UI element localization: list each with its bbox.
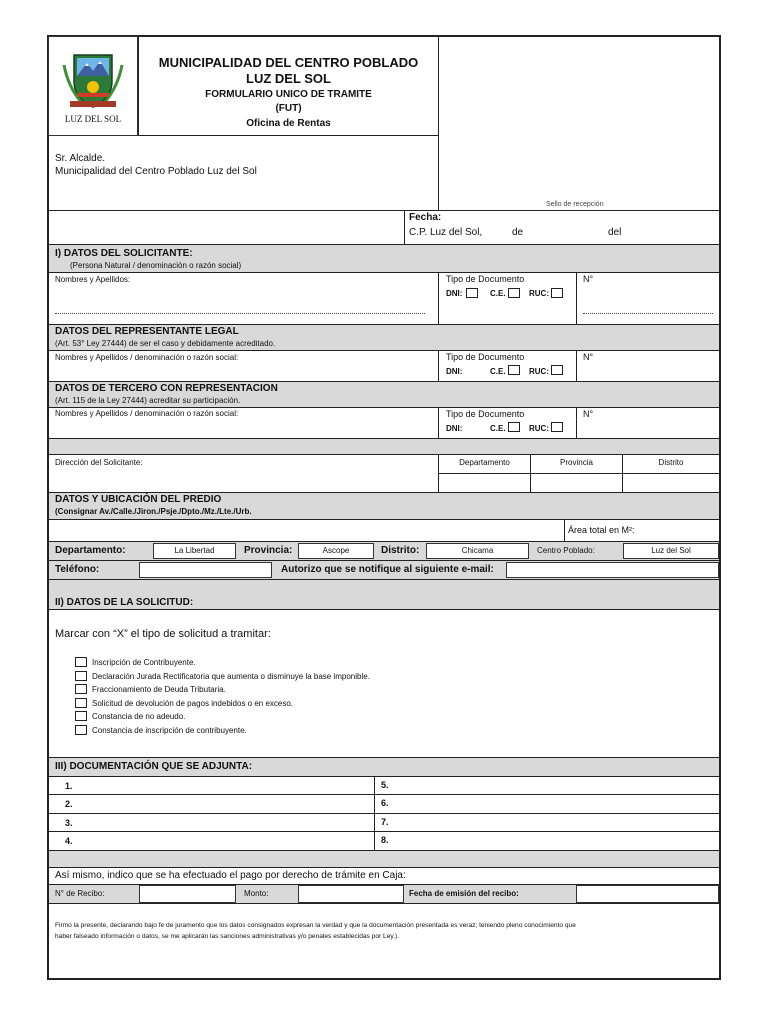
third-party-ce-label: C.E. xyxy=(490,424,506,433)
applicant-doc-type-label: Tipo de Documento xyxy=(446,274,525,284)
doc-item-6[interactable]: 6. xyxy=(381,798,389,808)
property-subtitle: (Consignar Av./Calle./Jiron./Psje./Dpto./Mz./Lte./Urb. xyxy=(55,507,252,516)
spacer-band-1 xyxy=(49,439,719,454)
amount-field[interactable] xyxy=(298,885,404,903)
option-label-6: Constancia de inscripción de contribuyente. xyxy=(92,726,247,735)
date-label: Fecha: xyxy=(409,212,442,223)
legal-rep-subtitle: (Art. 53° Ley 27444) de ser el caso y debidamente acreditado. xyxy=(55,339,276,348)
section3-title: III) DOCUMENTACIÓN QUE SE ADJUNTA: xyxy=(55,761,253,772)
section2-title: II) DATOS DE LA SOLICITUD: xyxy=(55,597,194,608)
third-party-title: DATOS DE TERCERO CON REPRESENTACION xyxy=(55,383,278,394)
third-party-doc-type-label: Tipo de Documento xyxy=(446,409,525,419)
third-party-number-label: N° xyxy=(583,409,594,419)
address-department-field[interactable] xyxy=(439,474,530,492)
prop-dept-value[interactable]: La Libertad xyxy=(174,546,215,555)
address-label: Dirección del Solicitante: xyxy=(55,458,143,467)
applicant-number-field[interactable] xyxy=(583,313,713,314)
option-checkbox-4[interactable] xyxy=(75,698,87,708)
receipt-date-label: Fecha de emisión del recibo: xyxy=(409,889,519,898)
property-title: DATOS Y UBICACIÓN DEL PREDIO xyxy=(55,494,222,505)
option-label-3: Fraccionamiento de Deuda Tributaria. xyxy=(92,685,226,694)
third-party-dni-label: DNI: xyxy=(446,424,463,433)
legal-rep-ruc-label: RUC: xyxy=(529,367,549,376)
applicant-ce-checkbox[interactable] xyxy=(508,288,520,298)
municipality-logo xyxy=(60,45,126,111)
doc-item-3[interactable]: 3. xyxy=(65,818,73,828)
doc-item-5[interactable]: 5. xyxy=(381,780,389,790)
area-label: Área total en M²: xyxy=(568,525,635,535)
receipt-number-label: N° de Recibo: xyxy=(55,889,105,898)
addressee-line1: Sr. Alcalde. xyxy=(55,153,106,164)
prop-prov-label: Provincia: xyxy=(244,545,293,556)
option-label-1: Inscripción de Contribuyente. xyxy=(92,658,196,667)
applicant-names-label: Nombres y Apellidos: xyxy=(55,275,131,284)
option-checkbox-5[interactable] xyxy=(75,711,87,721)
option-label-5: Constancia de no adeudo. xyxy=(92,712,186,721)
date-de: de xyxy=(512,227,524,238)
doc-item-4[interactable]: 4. xyxy=(65,836,73,846)
prop-dist-label: Distrito: xyxy=(381,545,420,556)
office-name: Oficina de Rentas xyxy=(246,118,331,129)
legal-rep-ruc-checkbox[interactable] xyxy=(551,365,563,375)
reception-stamp-label: Sello de recepción xyxy=(546,201,604,208)
coat-of-arms-icon xyxy=(60,45,126,111)
legal-rep-ce-label: C.E. xyxy=(490,367,506,376)
receipt-number-field[interactable] xyxy=(139,885,236,903)
receipt-date-field[interactable] xyxy=(576,885,719,903)
form-code: (FUT) xyxy=(275,103,302,114)
option-checkbox-2[interactable] xyxy=(75,671,87,681)
section1-subtitle: (Persona Natural / denominación o razón social) xyxy=(70,261,242,270)
section1-title: I) DATOS DEL SOLICITANTE: xyxy=(55,248,193,259)
address-district-field[interactable] xyxy=(623,474,719,492)
addressee-line2: Municipalidad del Centro Poblado Luz del Sol xyxy=(55,166,257,177)
third-party-ce-checkbox[interactable] xyxy=(508,422,520,432)
option-label-2: Declaración Jurada Rectificatoria que aumenta o disminuye la base imponible. xyxy=(92,672,370,681)
applicant-number-label: N° xyxy=(583,274,594,284)
legal-rep-title: DATOS DEL REPRESENTANTE LEGAL xyxy=(55,326,239,337)
org-name-line1: MUNICIPALIDAD DEL CENTRO POBLADO xyxy=(158,55,419,70)
email-field[interactable] xyxy=(506,562,719,578)
org-name-line2: LUZ DEL SOL xyxy=(246,71,331,86)
legal-rep-doc-type-label: Tipo de Documento xyxy=(446,352,525,362)
option-checkbox-6[interactable] xyxy=(75,725,87,735)
prop-dist-value[interactable]: Chicama xyxy=(461,546,494,555)
applicant-dni-label: DNI: xyxy=(446,289,463,298)
legal-rep-dni-label: DNI: xyxy=(446,367,463,376)
applicant-names-field[interactable] xyxy=(55,313,425,314)
doc-item-2[interactable]: 2. xyxy=(65,799,73,809)
date-del: del xyxy=(608,227,622,238)
third-party-names-label: Nombres y Apellidos / denominación o razón social: xyxy=(55,409,239,418)
applicant-ruc-label: RUC: xyxy=(529,289,549,298)
third-party-ruc-checkbox[interactable] xyxy=(551,422,563,432)
option-checkbox-1[interactable] xyxy=(75,657,87,667)
prop-cp-label: Centro Poblado: xyxy=(537,546,595,555)
legal-rep-ce-checkbox[interactable] xyxy=(508,365,520,375)
third-party-subtitle: (Art. 115 de la Ley 27444) acreditar su participación. xyxy=(55,396,241,405)
address-department-header: Departamento xyxy=(459,458,510,467)
third-party-ruc-label: RUC: xyxy=(529,424,549,433)
doc-item-1[interactable]: 1. xyxy=(65,781,73,791)
address-district-header: Distrito xyxy=(658,458,684,467)
phone-label: Teléfono: xyxy=(55,564,100,575)
logo-caption: LUZ DEL SOL xyxy=(64,114,122,124)
form-title: FORMULARIO UNICO DE TRAMITE xyxy=(205,89,372,100)
option-checkbox-3[interactable] xyxy=(75,684,87,694)
option-label-4: Solicitud de devolución de pagos indebidos o en exceso. xyxy=(92,699,294,708)
spacer-band-2 xyxy=(49,851,719,867)
applicant-dni-checkbox[interactable] xyxy=(466,288,478,298)
phone-field[interactable] xyxy=(139,562,272,578)
declaration-line2: haber falseado información o datos, se me aplicarán las sanciones administrativas y/o penales establecidas por Ley.). xyxy=(55,933,400,940)
email-auth-label: Autorizo que se notifique al siguiente e-mail: xyxy=(281,564,494,575)
address-province-header: Provincia xyxy=(560,458,593,467)
amount-label: Monto: xyxy=(244,889,269,898)
address-province-field[interactable] xyxy=(531,474,622,492)
prop-prov-value[interactable]: Ascope xyxy=(322,546,350,555)
applicant-ruc-checkbox[interactable] xyxy=(551,288,563,298)
applicant-ce-label: C.E. xyxy=(490,289,506,298)
payment-statement: Así mismo, indico que se ha efectuado el pago por derecho de trámite en Caja: xyxy=(55,870,406,881)
doc-item-8[interactable]: 8. xyxy=(381,835,389,845)
request-instruction: Marcar con “X” el tipo de solicitud a tramitar: xyxy=(55,628,271,640)
declaration-line1: Firmo la presente, declarando bajo fe de juramento que los datos consignados expresan la verdad y que la documentación presentada es veraz; teniendo pleno conocimiento que xyxy=(55,922,576,929)
legal-rep-names-label: Nombres y Apellidos / denominación o razón social: xyxy=(55,353,239,362)
date-place: C.P. Luz del Sol, xyxy=(409,227,483,238)
doc-item-7[interactable]: 7. xyxy=(381,817,389,827)
prop-cp-value[interactable]: Luz del Sol xyxy=(651,546,691,555)
prop-dept-label: Departamento: xyxy=(55,545,126,556)
legal-rep-number-label: N° xyxy=(583,352,594,362)
